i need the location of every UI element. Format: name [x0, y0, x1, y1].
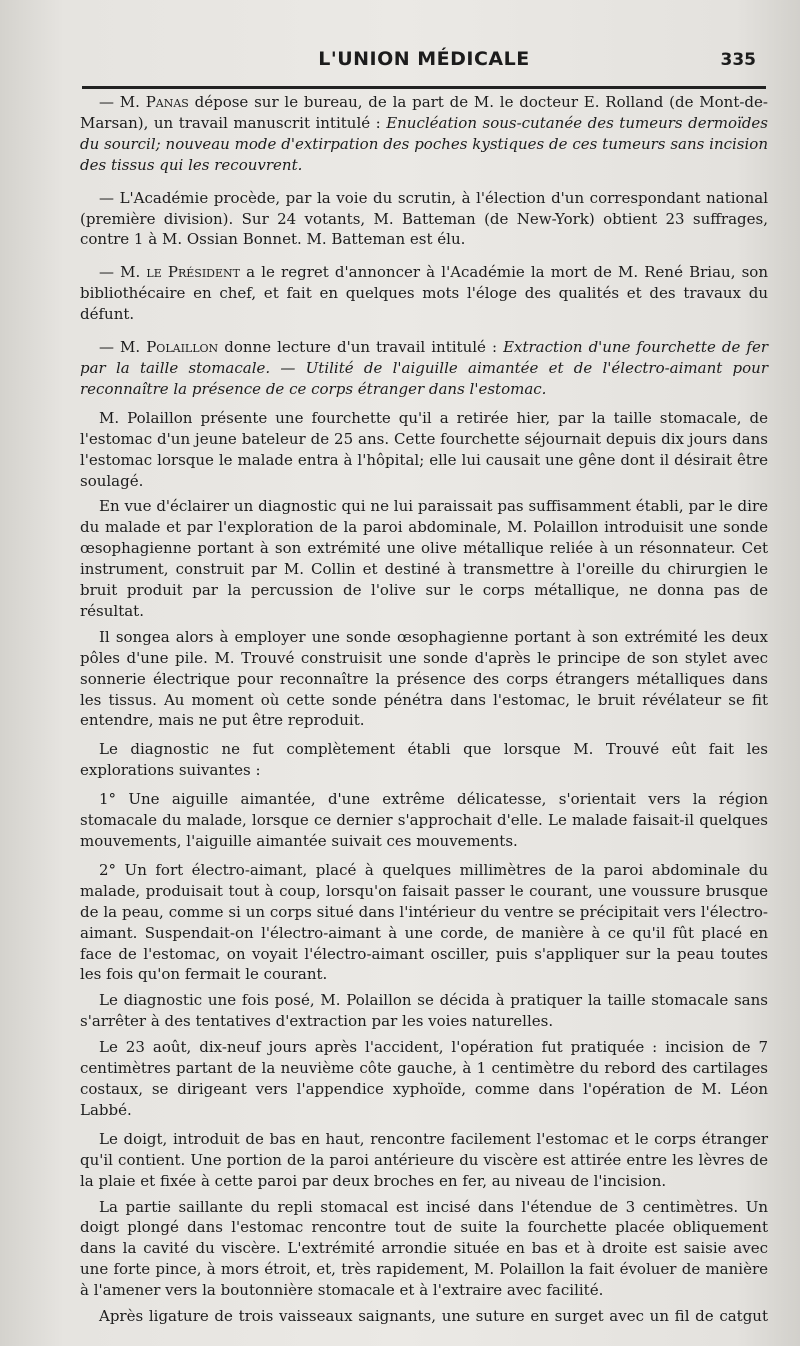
paragraph-sonde: Il songea alors à employer une sonde œsophagienne portant à son extrémité les deux pôles d'une pile. M. Trouvé construisit une sonde d'après le principe de son stylet avec sonnerie électrique pour reconnaître la présence des corps étrangers métalliques dans les tissus. Au moment où cette sonde pénétra dans l'estomac, le bruit révélateur se fit entendre, mais ne put être reproduit. [80, 627, 768, 730]
paragraph-repli: La partie saillante du repli stomacal est incisé dans l'étendue de 3 centimètres. Un doigt plongé dans l'estomac rencontre tout de suite la fourchette placée obliquement dans la cavité du viscère. L'extrémité arrondie située en bas et à droite est saisie avec une forte pince, à mors étroit, et, très rapidement, M. Polaillon la fait évoluer de manière à l'amener vers la boutonnière stomacale et à l'extraire avec facilité. [80, 1197, 768, 1300]
dash-lead: — M. [99, 93, 146, 111]
dash-lead: — M. [99, 338, 147, 357]
paragraph-electro-aimant: 2° Un fort électro-aimant, placé à quelques millimètres de la paroi abdominale du malade, produisait tout à coup, lorsqu'on faisait passer le courant, une voussure brusque de la peau, comme si un corps situé dans l'intérieur du ventre se précipitait vers l'électro-aimant. Suspendait-on l'électro-aimant à une corde, de manière à ce qu'il fût placé en face de l'estomac, on voyait l'électro-aimant osciller, puis s'appliquer sur la peau toutes les fois qu'on fermait le courant. [80, 860, 768, 984]
speaker-name: Polaillon [146, 338, 219, 357]
work-title: Enucléation sous-cutanée des tumeurs dermoïdes du sourcil; nouveau mode d'extirpation des poches kystiques de ces tumeurs sans incision des tissus qui les recouvrent. [80, 113, 768, 174]
speaker-name: Panas [145, 93, 189, 111]
paragraph-panas [80, 92, 768, 176]
paragraph-fourchette: M. Polaillon présente une fourchette qu'il a retirée hier, par la taille stomacale, de l'estomac d'un jeune bateleur de 25 ans. Cette fourchette séjournait depuis dix jours dans l'estomac lorsque le malade entra à l'hôpital; elle lui causait une gêne dont il désirait être soulagé. [80, 408, 768, 490]
running-title: L'UNION MÉDICALE [318, 48, 530, 70]
article-body [80, 92, 768, 1327]
paragraph-doigt: Le doigt, introduit de bas en haut, rencontre facilement l'estomac et le corps étranger qu'il contient. Une portion de la paroi antérieure du viscère est attirée entre les lèvres de la plaie et fixée à cette paroi par deux broches en fer, au niveau de l'incision. [80, 1129, 768, 1190]
paragraph-aiguille: 1° Une aiguille aimantée, d'une extrême délicatesse, s'orientait vers la région stomacale du malade, lorsque ce dernier s'approchait d'elle. Le malade faisait-il quelques mouvements, l'aiguille aimantée suivait ces mouvements. [80, 790, 768, 850]
paragraph-decision: Le diagnostic une fois posé, M. Polaillon se décida à pratiquer la taille stomacale sans s'arrêter à des tentatives d'extraction par les voies naturelles. [80, 991, 768, 1031]
paragraph-operation: Le 23 août, dix-neuf jours après l'accident, l'opération fut pratiquée : incision de 7 centimètres partant de la neuvième côte gauche, à 1 centimètre du rebord des cartilages costaux, se dirigeant vers l'appendice xyphoïde, comme dans l'opération de M. Léon Labbé. [80, 1038, 768, 1119]
paragraph-explorations: Le diagnostic ne fut complètement établi que lorsque M. Trouvé eût fait les explorations suivantes : [80, 740, 768, 780]
paragraph-president [80, 262, 768, 325]
paragraph-text: a le regret d'annoncer à l'Académie la mort de M. René Briau, son bibliothécaire en chef, et fait en quelques mots l'éloge des qualités et des travaux du défunt. [80, 263, 768, 324]
paragraph-text: donne lecture d'un travail intitulé : [218, 338, 504, 357]
dash-lead: — M. [99, 263, 147, 282]
paragraph-diagnostic: En vue d'éclairer un diagnostic qui ne lui paraissait pas suffisamment établi, par le dire du malade et par l'exploration de la paroi abdominale, M. Polaillon introduisit une sonde œsophagienne portant à son extrémité une olive métallique reliée à un résonnateur. Cet instrument, construit par M. Collin et destiné à transmettre à l'oreille du chirurgien le bruit produit par la percussion de l'olive sur le corps métallique, ne donna pas de résultat. [80, 497, 768, 620]
work-title: Extraction d'une fourchette de fer par la taille stomacale. — Utilité de l'aiguille aimantée et de l'électro-aimant pour reconnaître la présence de ce corps étranger dans l'estomac. [80, 338, 768, 398]
speaker-name: le Président [146, 263, 240, 282]
page-number: 335 [720, 50, 756, 70]
paragraph-text: dépose sur le bureau, de la part de M. le docteur E. Rolland (de Mont-de-Marsan), un travail manuscrit intitulé : [80, 93, 768, 132]
paragraph-election: — L'Académie procède, par la voie du scrutin, à l'élection d'un correspondant national (première division). Sur 24 votants, M. Batteman (de New-York) obtient 23 suffrages, contre 1 à M. Ossian Bonnet. M. Batteman est élu. [80, 188, 768, 249]
paragraph-ligature: Après ligature de trois vaisseaux saignants, une suture en surget avec un fil de catgut [99, 1307, 768, 1326]
page-header [80, 48, 768, 80]
header-rule [82, 86, 766, 89]
paragraph-polaillon-title [80, 337, 768, 400]
